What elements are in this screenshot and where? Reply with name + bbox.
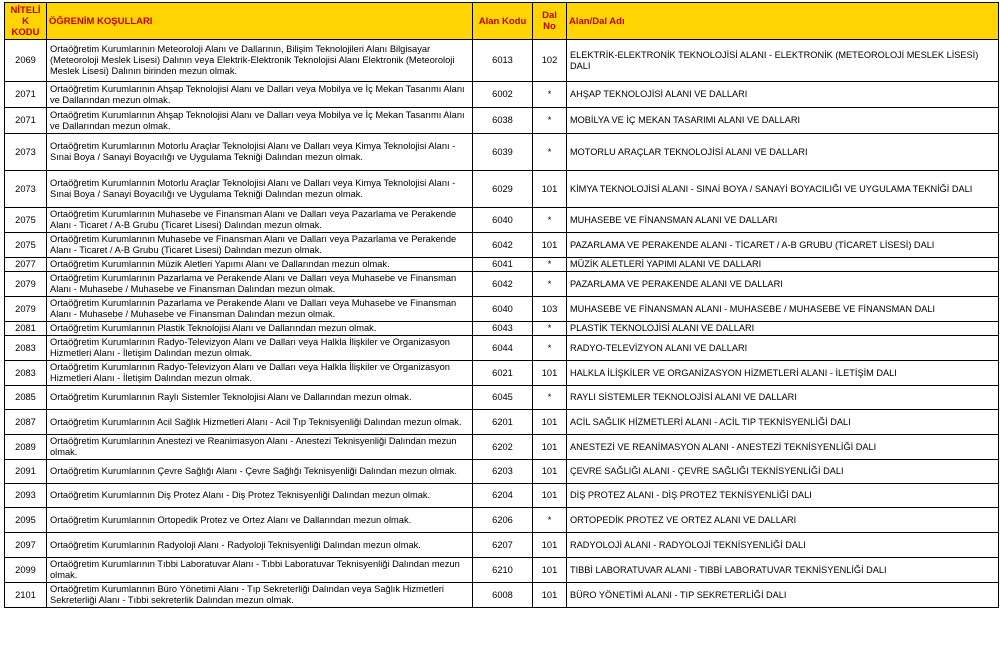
alan-dal-adi: MOBİLYA VE İÇ MEKAN TASARIMI ALANI VE DALLARI — [567, 108, 999, 134]
dal-no: 101 — [533, 171, 567, 208]
alan-dal-adi: BÜRO YÖNETİMİ ALANI - TIP SEKRETERLİĞİ DALI — [567, 583, 999, 608]
table-row — [5, 134, 999, 171]
table-row — [5, 108, 999, 134]
alan-kodu: 6040 — [473, 297, 533, 322]
nitelik-code: 2069 — [5, 40, 47, 82]
alan-kodu: 6038 — [473, 108, 533, 134]
alan-dal-adi: RADYO-TELEVİZYON ALANI VE DALLARI — [567, 336, 999, 361]
alan-dal-adi: ANESTEZİ VE REANİMASYON ALANI - ANESTEZİ TEKNİSYENLİĞİ DALI — [567, 435, 999, 460]
alan-kodu: 6021 — [473, 361, 533, 386]
nitelik-code: 2071 — [5, 108, 47, 134]
alan-kodu: 6029 — [473, 171, 533, 208]
table-row — [5, 386, 999, 410]
nitelik-code: 2095 — [5, 508, 47, 533]
condition-text: Ortaöğretim Kurumlarının Plastik Teknolojisi Alanı ve Dallarından mezun olmak. — [47, 322, 473, 336]
dal-no: * — [533, 108, 567, 134]
alan-dal-adi: ORTOPEDİK PROTEZ VE ORTEZ ALANI VE DALLARI — [567, 508, 999, 533]
alan-dal-adi: TIBBİ LABORATUVAR ALANI - TIBBİ LABORATUVAR TEKNİSYENLİĞİ DALI — [567, 558, 999, 583]
condition-text: Ortaöğretim Kurumlarının Anestezi ve Reanimasyon Alanı - Anestezi Teknisyenliği Dalından mezun olmak. — [47, 435, 473, 460]
dal-no: * — [533, 134, 567, 171]
table-row — [5, 460, 999, 484]
alan-kodu: 6043 — [473, 322, 533, 336]
condition-text: Ortaöğretim Kurumlarının Acil Sağlık Hizmetleri Alanı - Acil Tıp Teknisyenliği Dalından mezun olmak. — [47, 410, 473, 435]
nitelik-code: 2079 — [5, 272, 47, 297]
condition-text: Ortaöğretim Kurumlarının Motorlu Araçlar Teknolojisi Alanı ve Dalları veya Kimya Teknolojisi Alanı - Sınai Boya / Sanayi Boyacılığı ve Uygulama Tekniği Dalından mezun olmak. — [47, 171, 473, 208]
alan-kodu: 6206 — [473, 508, 533, 533]
table-row — [5, 583, 999, 608]
alan-kodu: 6013 — [473, 40, 533, 82]
condition-text: Ortaöğretim Kurumlarının Müzik Aletleri Yapımı Alanı ve Dallarından mezun olmak. — [47, 258, 473, 272]
alan-dal-adi: MOTORLU ARAÇLAR TEKNOLOJİSİ ALANI VE DALLARI — [567, 134, 999, 171]
table-row — [5, 208, 999, 233]
header-dal-no: Dal No — [533, 3, 567, 40]
dal-no: 101 — [533, 361, 567, 386]
header-alan-kodu: Alan Kodu — [473, 3, 533, 40]
alan-kodu: 6040 — [473, 208, 533, 233]
table-row — [5, 258, 999, 272]
dal-no: * — [533, 508, 567, 533]
dal-no: * — [533, 336, 567, 361]
condition-text: Ortaöğretim Kurumlarının Çevre Sağlığı Alanı - Çevre Sağlığı Teknisyenliği Dalından mezun olmak. — [47, 460, 473, 484]
nitelik-code: 2083 — [5, 361, 47, 386]
table-row — [5, 40, 999, 82]
condition-text: Ortaöğretim Kurumlarının Raylı Sistemler Teknolojisi Alanı ve Dallarından mezun olmak. — [47, 386, 473, 410]
nitelik-code: 2091 — [5, 460, 47, 484]
nitelik-code: 2073 — [5, 171, 47, 208]
condition-text: Ortaöğretim Kurumlarının Meteoroloji Alanı ve Dallarının, Bilişim Teknolojileri Alanı Bilgisayar (Meteoroloji Meslek Lisesi) Dalının veya Elektrik-Elektronik Teknolojisi Alanı Elektronik (Meteoroloji Meslek Lisesi) Dalının birinden mezun olmak. — [47, 40, 473, 82]
dal-no: * — [533, 82, 567, 108]
header-nitelik-kodu: NİTELİ K KODU — [5, 3, 47, 40]
alan-dal-adi: ACİL SAĞLIK HİZMETLERİ ALANI - ACİL TIP TEKNİSYENLİĞİ DALI — [567, 410, 999, 435]
dal-no: 102 — [533, 40, 567, 82]
alan-kodu: 6201 — [473, 410, 533, 435]
alan-kodu: 6202 — [473, 435, 533, 460]
header-row — [5, 3, 999, 40]
nitelik-code: 2071 — [5, 82, 47, 108]
table-row — [5, 82, 999, 108]
alan-dal-adi: DİŞ PROTEZ ALANI - DİŞ PROTEZ TEKNİSYENLİĞİ DALI — [567, 484, 999, 508]
alan-dal-adi: MÜZİK ALETLERİ YAPIMI ALANI VE DALLARI — [567, 258, 999, 272]
alan-dal-adi: RAYLI SİSTEMLER TEKNOLOJİSİ ALANI VE DALLARI — [567, 386, 999, 410]
condition-text: Ortaöğretim Kurumlarının Ahşap Teknolojisi Alanı ve Dalları veya Mobilya ve İç Mekan Tasarımı Alanı ve Dallarından mezun olmak. — [47, 108, 473, 134]
table-row — [5, 322, 999, 336]
table-row — [5, 508, 999, 533]
condition-text: Ortaöğretim Kurumlarının Pazarlama ve Perakende Alanı ve Dalları veya Muhasebe ve Finansman Alanı - Muhasebe / Muhasebe ve Finansman Dalından mezun olmak. — [47, 297, 473, 322]
alan-kodu: 6210 — [473, 558, 533, 583]
nitelik-code: 2099 — [5, 558, 47, 583]
alan-kodu: 6045 — [473, 386, 533, 410]
dal-no: * — [533, 322, 567, 336]
table-row — [5, 533, 999, 558]
dal-no: 101 — [533, 410, 567, 435]
header-alan-dal-adi: Alan/Dal Adı — [567, 3, 999, 40]
alan-kodu: 6008 — [473, 583, 533, 608]
condition-text: Ortaöğretim Kurumlarının Muhasebe ve Finansman Alanı ve Dalları veya Pazarlama ve Perakende Alanı - Ticaret / A-B Grubu (Ticaret Lisesi) Dalından mezun olmak. — [47, 208, 473, 233]
table-row — [5, 233, 999, 258]
nitelik-code: 2093 — [5, 484, 47, 508]
alan-dal-adi: ELEKTRİK-ELEKTRONİK TEKNOLOJİSİ ALANI - ELEKTRONİK (METEOROLOJİ MESLEK LİSESİ) DALI — [567, 40, 999, 82]
table-row — [5, 410, 999, 435]
alan-dal-adi: RADYOLOJİ ALANI - RADYOLOJİ TEKNİSYENLİĞİ DALI — [567, 533, 999, 558]
condition-text: Ortaöğretim Kurumlarının Radyo-Televizyon Alanı ve Dalları veya Halkla İlişkiler ve Organizasyon Hizmetleri Alanı - İletişim Dalından mezun olmak. — [47, 361, 473, 386]
nitelik-code: 2087 — [5, 410, 47, 435]
alan-kodu: 6207 — [473, 533, 533, 558]
dal-no: 101 — [533, 435, 567, 460]
alan-kodu: 6041 — [473, 258, 533, 272]
table-row — [5, 297, 999, 322]
dal-no: * — [533, 258, 567, 272]
alan-kodu: 6044 — [473, 336, 533, 361]
alan-dal-adi: AHŞAP TEKNOLOJİSİ ALANI VE DALLARI — [567, 82, 999, 108]
dal-no: 101 — [533, 533, 567, 558]
dal-no: 103 — [533, 297, 567, 322]
alan-dal-adi: ÇEVRE SAĞLIĞI ALANI - ÇEVRE SAĞLIĞI TEKNİSYENLİĞİ DALI — [567, 460, 999, 484]
condition-text: Ortaöğretim Kurumlarının Motorlu Araçlar Teknolojisi Alanı ve Dalları veya Kimya Teknolojisi Alanı - Sınai Boya / Sanayi Boyacılığı ve Uygulama Tekniği Dalından mezun olmak. — [47, 134, 473, 171]
nitelik-code: 2097 — [5, 533, 47, 558]
dal-no: * — [533, 272, 567, 297]
alan-kodu: 6039 — [473, 134, 533, 171]
condition-text: Ortaöğretim Kurumlarının Ahşap Teknolojisi Alanı ve Dalları veya Mobilya ve İç Mekan Tasarımı Alanı ve Dallarından mezun olmak. — [47, 82, 473, 108]
dal-no: 101 — [533, 583, 567, 608]
table-row — [5, 361, 999, 386]
condition-text: Ortaöğretim Kurumlarının Muhasebe ve Finansman Alanı ve Dalları veya Pazarlama ve Perakende Alanı - Ticaret / A-B Grubu (Ticaret Lisesi) Dalından mezun olmak. — [47, 233, 473, 258]
alan-dal-adi: KİMYA TEKNOLOJİSİ ALANI - SINAİ BOYA / SANAYİ BOYACILIĞI VE UYGULAMA TEKNİĞİ DALI — [567, 171, 999, 208]
nitelik-code: 2081 — [5, 322, 47, 336]
table-row — [5, 435, 999, 460]
alan-dal-adi: PAZARLAMA VE PERAKENDE ALANI - TİCARET / A-B GRUBU (TİCARET LİSESİ) DALI — [567, 233, 999, 258]
alan-kodu: 6042 — [473, 233, 533, 258]
alan-dal-adi: HALKLA İLİŞKİLER VE ORGANİZASYON HİZMETLERİ ALANI - İLETİŞİM DALI — [567, 361, 999, 386]
dal-no: 101 — [533, 460, 567, 484]
alan-dal-adi: MUHASEBE VE FİNANSMAN ALANI - MUHASEBE / MUHASEBE VE FİNANSMAN DALI — [567, 297, 999, 322]
alan-kodu: 6002 — [473, 82, 533, 108]
alan-dal-adi: PLASTİK TEKNOLOJİSİ ALANI VE DALLARI — [567, 322, 999, 336]
alan-kodu: 6042 — [473, 272, 533, 297]
alan-dal-adi: MUHASEBE VE FİNANSMAN ALANI VE DALLARI — [567, 208, 999, 233]
qualification-table — [4, 2, 999, 608]
condition-text: Ortaöğretim Kurumlarının Radyo-Televizyon Alanı ve Dalları veya Halkla İlişkiler ve Organizasyon Hizmetleri Alanı - İletişim Dalından mezun olmak. — [47, 336, 473, 361]
nitelik-code: 2089 — [5, 435, 47, 460]
nitelik-code: 2077 — [5, 258, 47, 272]
dal-no: 101 — [533, 233, 567, 258]
alan-kodu: 6204 — [473, 484, 533, 508]
dal-no: * — [533, 208, 567, 233]
table-row — [5, 336, 999, 361]
nitelik-code: 2075 — [5, 208, 47, 233]
alan-dal-adi: PAZARLAMA VE PERAKENDE ALANI VE DALLARI — [567, 272, 999, 297]
dal-no: * — [533, 386, 567, 410]
nitelik-code: 2079 — [5, 297, 47, 322]
nitelik-code: 2073 — [5, 134, 47, 171]
condition-text: Ortaöğretim Kurumlarının Diş Protez Alanı - Diş Protez Teknisyenliği Dalından mezun olmak. — [47, 484, 473, 508]
dal-no: 101 — [533, 558, 567, 583]
nitelik-code: 2083 — [5, 336, 47, 361]
table-row — [5, 171, 999, 208]
nitelik-code: 2085 — [5, 386, 47, 410]
condition-text: Ortaöğretim Kurumlarının Ortopedik Protez ve Ortez Alanı ve Dallarından mezun olmak. — [47, 508, 473, 533]
header-ogrenim-kosullari: ÖĞRENİM KOŞULLARI — [47, 3, 473, 40]
condition-text: Ortaöğretim Kurumlarının Pazarlama ve Perakende Alanı ve Dalları veya Muhasebe ve Finansman Alanı - Muhasebe / Muhasebe ve Finansman Dalından mezun olmak. — [47, 272, 473, 297]
table-row — [5, 272, 999, 297]
table-row — [5, 558, 999, 583]
nitelik-code: 2075 — [5, 233, 47, 258]
condition-text: Ortaöğretim Kurumlarının Büro Yönetimi Alanı - Tıp Sekreterliği Dalından veya Sağlık Hizmetleri Sekreterliği Alanı - Tıbbi sekreterlik Dalından mezun olmak. — [47, 583, 473, 608]
alan-kodu: 6203 — [473, 460, 533, 484]
condition-text: Ortaöğretim Kurumlarının Radyoloji Alanı - Radyoloji Teknisyenliği Dalından mezun olmak. — [47, 533, 473, 558]
table-row — [5, 484, 999, 508]
condition-text: Ortaöğretim Kurumlarının Tıbbi Laboratuvar Alanı - Tıbbi Laboratuvar Teknisyenliği Dalından mezun olmak. — [47, 558, 473, 583]
dal-no: 101 — [533, 484, 567, 508]
nitelik-code: 2101 — [5, 583, 47, 608]
